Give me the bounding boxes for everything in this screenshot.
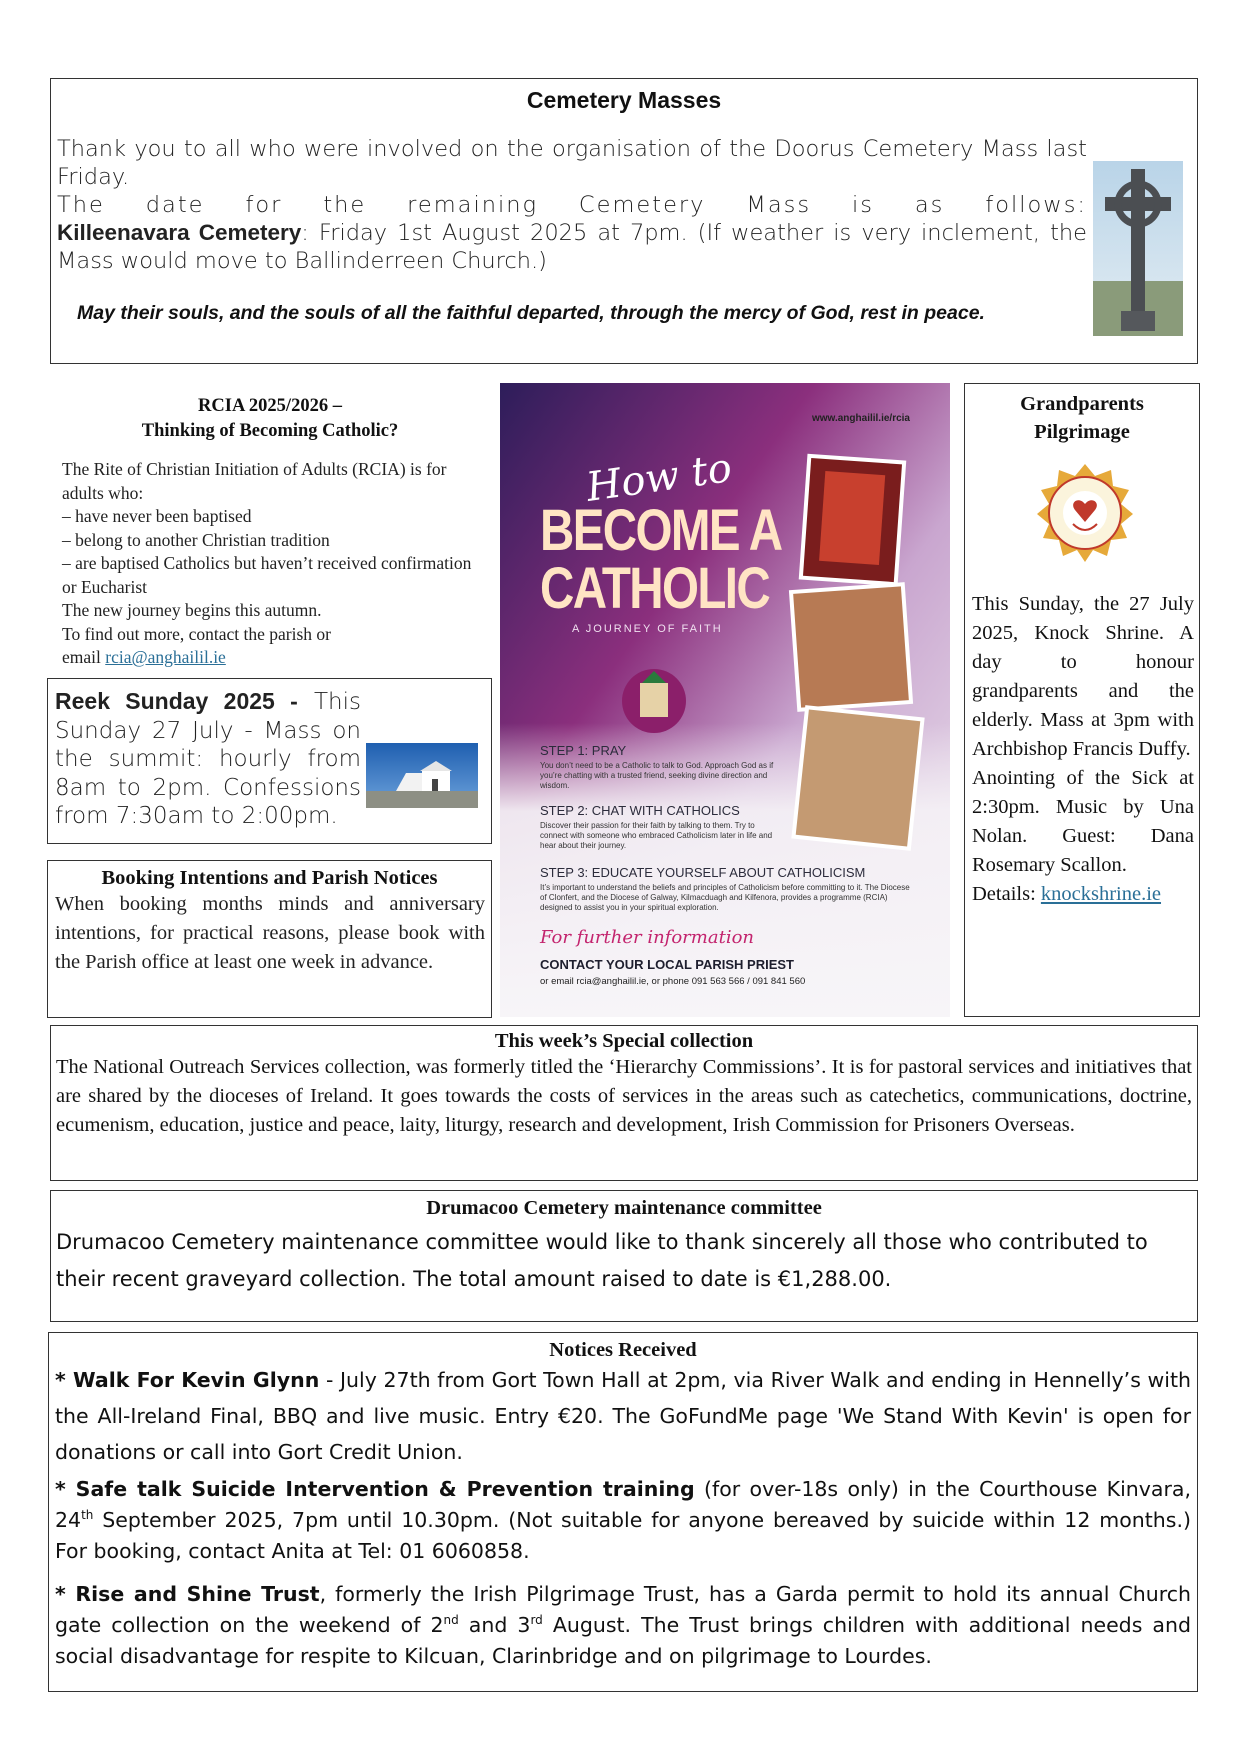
croagh-patrick-chapel-image [366,743,478,808]
drumacoo-text: Drumacoo Cemetery maintenance committee would like to thank sincerely all those who contributed to their recent graveyard collection. The total amount raised to date is €1,288.00. [56,1230,1148,1291]
reek-sunday-heading: Reek Sunday 2025 - [55,688,298,714]
notice-rise-sup1: nd [443,1613,459,1628]
grandparents-details [972,880,1194,909]
rcia-title-line2: Thinking of Becoming Catholic? [141,421,399,441]
catholic-grandparents-association-logo [1035,462,1135,562]
grandparents-text2: Anointing of the Sick at 2:30pm. Music by Una Nolan. Guest: Dana Rosemary Scallon. [972,767,1194,876]
cemetery-date-intro: The date for the remaining Cemetery Mass is as follows: [57,192,1087,218]
grandparents-title-line1: Grandparents [1020,393,1144,415]
cemetery-date-text: : Friday 1st August 2025 at 7pm. (If weather is very inclement, the Mass would move to Ballinderreen Church.) [57,220,1087,274]
poster-script-title: How to [583,445,735,511]
grandparents-body [972,590,1194,909]
notice-rise-heading: * Rise and Shine Trust [55,1582,320,1606]
poster-step2-title: STEP 2: CHAT WITH CATHOLICS [540,803,740,818]
notice-safe-talk-heading: * Safe talk Suicide Intervention & Prevention training [55,1477,695,1501]
notice-walk-for-kevin [49,1362,1197,1470]
rcia-title-line1: RCIA 2025/2026 – [198,396,342,416]
notice-safe-talk-text-b: September 2025, 7pm until 10.30pm. (Not suitable for anyone bereaved by suicide within 12 months.) For booking, contact Anita at Tel: 01 6060858. [55,1508,1191,1563]
poster-further-info: For further information [540,927,755,948]
grandparents-title-line2: Pilgrimage [1034,421,1130,443]
poster-step3-title: STEP 3: EDUCATE YOURSELF ABOUT CATHOLICISM [540,865,866,880]
booking-intentions-section [47,860,492,1018]
rcia-email-link[interactable]: rcia@anghailil.ie [105,647,226,667]
booking-title: Booking Intentions and Parish Notices [101,867,438,889]
notice-rise-and-shine [49,1579,1197,1672]
rcia-journey: The new journey begins this autumn. [62,600,322,620]
celtic-cross-image [1093,161,1183,336]
grandparents-text1: This Sunday, the 27 July 2025, Knock Shrine. A day to honour grandparents and the elderly. Mass at 3pm with Archbishop Francis Duffy. [972,593,1194,760]
cemetery-masses-title: Cemetery Masses [526,87,722,113]
poster-step2-text: Discover their passion for their faith by talking to them. Try to connect with someone who embraced Catholicism later in life and hear about their journey. [540,821,773,850]
drumacoo-title: Drumacoo Cemetery maintenance committee [426,1197,822,1219]
rcia-contact: To find out more, contact the parish or [62,623,331,644]
grandparents-pilgrimage-section [964,383,1200,1017]
poster-title-line2: CATHOLIC [540,556,770,621]
notices-title: Notices Received [549,1339,697,1361]
special-collection-text: The National Outreach Services collection, was formerly titled the ‘Hierarchy Commissions’. It is for pastoral services and initiatives that are shared by the dioceses of Ireland. It goes towards the costs of services in the areas such as catechetics, communications, doctrine, ecumenism, education, justice and peace, laity, liturgy, research and development, Irish Commission for Prisoners Overseas. [56,1056,1192,1136]
notice-rise-text-a: , formerly the Irish Pilgrimage Trust, has a Garda permit to hold its annual Church gate collection on the weekend of 2 [55,1582,1191,1637]
rcia-email-prefix: email [62,647,106,667]
rcia-body [62,458,490,670]
rcia-item: – belong to another Christian tradition [62,529,330,550]
poster-step1-text: You don’t need to be a Catholic to talk to God. Approach God as if you’re chatting with a trusted friend, seeking divine direction and wisdom. [540,761,774,790]
notice-safe-talk [49,1474,1197,1567]
poster-tagline: A JOURNEY OF FAITH [572,623,723,635]
poster-contact: CONTACT YOUR LOCAL PARISH PRIEST [540,957,794,972]
become-catholic-poster [500,383,950,1017]
rcia-item: – are baptised Catholics but haven’t received confirmation or Eucharist [62,553,472,597]
cemetery-date-detail [57,219,1087,275]
notice-walk-text: - July 27th from Gort Town Hall at 2pm, via River Walk and ending in Hennelly’s with the All-Ireland Final, BBQ and live music. Entry €20. The GoFundMe page 'We Stand With Kevin' is open for donations or call into Gort Credit Union. [55,1368,1192,1464]
knockshrine-link[interactable]: knockshrine.ie [1040,883,1162,905]
notice-rise-sup2: rd [530,1613,543,1628]
drumacoo-cemetery-section [50,1190,1198,1322]
notice-walk-heading: * Walk For Kevin Glynn [55,1368,320,1392]
poster-title-line1: BECOME A [540,498,782,563]
rcia-intro: The Rite of Christian Initiation of Adults (RCIA) is for adults who: [62,459,447,503]
poster-contact-details: or email rcia@anghailil.ie, or phone 091 563 566 / 091 841 560 [540,976,806,987]
reek-sunday-section [47,678,492,844]
grandparents-title [965,390,1199,446]
reek-sunday-detail: This Sunday 27 July - Mass on the summit: hourly from 8am to 2pm. Confessions from 7:30am to 2:00pm. [55,689,361,829]
poster-step3-text: It’s important to understand the beliefs and principles of Catholicism before committing to it. The Diocese of Clonfert, and the Diocese of Galway, Kilmacduagh and Kilfenora, provides a programme (RCIA) designed to assist you in your spiritual exploration. [540,883,910,912]
poster-url: www.anghailil.ie/rcia [812,413,910,424]
notice-safe-talk-sup: th [81,1508,94,1523]
cemetery-name: Killeenavara Cemetery [57,220,302,245]
rcia-section [50,384,490,674]
poster-step1-title: STEP 1: PRAY [540,743,627,758]
notice-rise-text-b: and 3 [458,1613,531,1637]
rcia-email-line [62,646,490,670]
rcia-title [50,394,490,444]
notice-rise-text-c: August. The Trust brings children with additional needs and social disadvantage for respite to Kilcuan, Clarinbridge and on pilgrimage to Lourdes. [55,1613,1191,1668]
notice-safe-talk-text-a: (for over-18s only) in the Courthouse Kinvara, 24 [55,1477,1191,1532]
booking-text: When booking months minds and anniversary intentions, for practical reasons, please book with the Parish office at least one week in advance. [55,893,485,973]
cemetery-thanks-text: Thank you to all who were involved on the organisation of the Doorus Cemetery Mass last Friday. [57,136,1087,190]
notices-received-section [48,1332,1198,1692]
cemetery-masses-body [57,135,1087,275]
cemetery-masses-section [50,78,1198,364]
special-collection-section [50,1025,1198,1181]
reek-sunday-text [55,687,361,831]
rcia-item: – have never been baptised [62,506,252,526]
grandparents-details-label: Details: [972,883,1041,905]
cemetery-prayer: May their souls, and the souls of all the faithful departed, through the mercy of God, rest in peace. [77,302,985,324]
special-collection-title: This week’s Special collection [494,1030,754,1052]
